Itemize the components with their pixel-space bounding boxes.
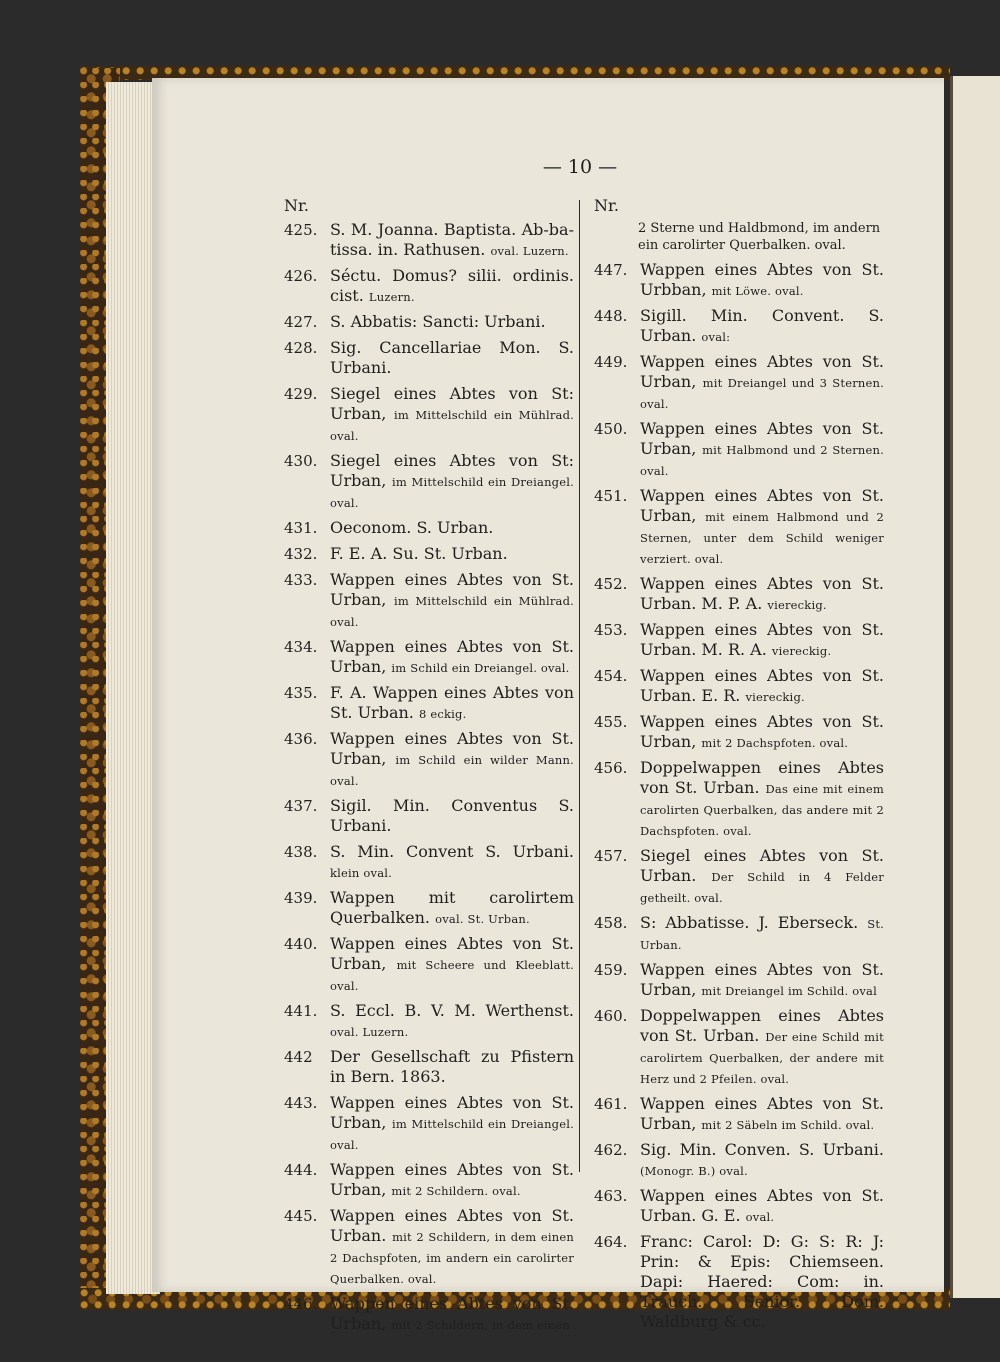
entry-description bbox=[640, 1186, 884, 1227]
entry-note: oval: bbox=[701, 330, 731, 344]
entry-number: 456. bbox=[594, 759, 628, 777]
entry-number: 454. bbox=[594, 667, 628, 685]
entry-note: klein oval. bbox=[330, 866, 393, 880]
catalog-entry bbox=[284, 1047, 574, 1088]
entry-note: im Schild ein Dreiangel. oval. bbox=[391, 661, 570, 675]
entry-number: 429. bbox=[284, 385, 318, 403]
catalog-entry bbox=[284, 518, 574, 539]
entry-number: 450. bbox=[594, 420, 628, 438]
entry-number: 426. bbox=[284, 267, 318, 285]
entry-text: Siegel eines Abtes von St: Urban, bbox=[330, 451, 574, 490]
entry-text: Wappen eines Abtes von St. Urban. G. E. bbox=[640, 1186, 884, 1225]
catalog-entry bbox=[284, 1160, 574, 1201]
entry-note: 8 eckig. bbox=[418, 707, 467, 721]
entry-description bbox=[640, 1232, 884, 1333]
entry-text: Séctu. Domus? silii. ordinis. cist. bbox=[330, 266, 574, 305]
entry-number: 455. bbox=[594, 713, 628, 731]
entry-text: Franc: Carol: D: G: S: R: J: Prin: & Epis: Chiemseen. Dapi: Haered: Com: in. Trauch. Senior. Dom. Waldburg & cc. bbox=[640, 1232, 884, 1331]
entry-note: (Monogr. B.) oval. bbox=[640, 1164, 748, 1178]
entry-text: Doppelwappen eines Abtes von St. Urban. bbox=[640, 758, 884, 797]
entry-description bbox=[330, 338, 574, 379]
entry-text: S: Abbatisse. J. Eberseck. bbox=[640, 913, 859, 932]
entry-number: 430. bbox=[284, 452, 318, 470]
entry-description bbox=[330, 934, 574, 996]
catalog-entry bbox=[284, 1206, 574, 1289]
entry-number: 425. bbox=[284, 221, 318, 239]
catalog-entry bbox=[594, 1186, 884, 1227]
entry-number: 427. bbox=[284, 313, 318, 331]
entry-description bbox=[330, 451, 574, 513]
entry-description bbox=[330, 266, 574, 307]
entry-note: im Mittelschild ein Mühlrad. oval. bbox=[330, 594, 574, 629]
facing-page-edge bbox=[950, 76, 1000, 1298]
entry-description bbox=[640, 574, 884, 615]
entry-text: Sigill. Min. Convent. S. Urban. bbox=[640, 306, 884, 345]
entry-description bbox=[330, 1206, 574, 1289]
catalog-entry bbox=[284, 266, 574, 307]
entry-text: Sigil. Min. Conventus S. Urbani. bbox=[330, 796, 574, 835]
entry-note: mit Halbmond und 2 Sternen. oval. bbox=[640, 443, 884, 478]
right-column bbox=[594, 196, 884, 1338]
entry-text: Sig. Cancellariae Mon. S. Urbani. bbox=[330, 338, 574, 377]
entry-note: St. Urban. bbox=[640, 917, 884, 952]
entry-description bbox=[640, 1094, 884, 1135]
catalog-entry bbox=[284, 796, 574, 837]
entry-number: 437. bbox=[284, 797, 318, 815]
entry-description bbox=[330, 842, 574, 883]
entry-text: Wappen eines Abtes von St. Urban, bbox=[640, 960, 884, 999]
entry-text: S. M. Joanna. Baptista. Ab-ba-tissa. in. Rathusen. bbox=[330, 220, 574, 259]
entry-text: Doppelwappen eines Abtes von St. Urban. bbox=[640, 1006, 884, 1045]
entry-note: mit 2 Schildern, in dem einen bbox=[391, 1318, 571, 1332]
entry-note: Der Schild in 4 Felder getheilt. oval. bbox=[640, 870, 884, 905]
entry-text: Der Gesellschaft zu Pfistern in Bern. 1863. bbox=[330, 1047, 574, 1086]
entry-description bbox=[640, 960, 884, 1001]
entry-description bbox=[640, 1140, 884, 1181]
entry-note: oval. St. Urban. bbox=[435, 912, 530, 926]
catalog-entry bbox=[284, 570, 574, 632]
entry-description bbox=[640, 913, 884, 955]
entry-description bbox=[640, 666, 884, 707]
entry-number: 464. bbox=[594, 1233, 628, 1251]
entry-description bbox=[330, 796, 574, 837]
entry-description bbox=[330, 1160, 574, 1201]
column-header: Nr. bbox=[594, 196, 619, 215]
entry-text: Wappen eines Abtes von St. Urban. M. P. A. bbox=[640, 574, 884, 613]
entry-text: S. Abbatis: Sancti: Urbani. bbox=[330, 312, 546, 331]
catalog-entry bbox=[594, 620, 884, 661]
entry-note: mit Löwe. oval. bbox=[711, 284, 804, 298]
catalog-entry bbox=[594, 352, 884, 414]
entry-note: mit 2 Schildern. oval. bbox=[391, 1184, 521, 1198]
entry-description bbox=[330, 518, 574, 539]
catalog-entry bbox=[284, 384, 574, 446]
entry-number: 451. bbox=[594, 487, 628, 505]
entry-number: 441. bbox=[284, 1002, 318, 1020]
catalog-entry bbox=[594, 1232, 884, 1333]
catalog-entry bbox=[594, 712, 884, 753]
entry-text: F. A. Wappen eines Abtes von St. Urban. bbox=[330, 683, 574, 722]
page-number: — 10 — bbox=[542, 156, 618, 178]
entry-number: 446. bbox=[284, 1295, 318, 1313]
entry-number: 432. bbox=[284, 545, 318, 563]
entry-description bbox=[640, 306, 884, 347]
entry-number: 438. bbox=[284, 843, 318, 861]
catalog-entry bbox=[594, 666, 884, 707]
entry-note: Das eine mit einem carolirten Querbalken, das andere mit 2 Dachspfoten. oval. bbox=[640, 782, 884, 838]
continuation-note: 2 Sterne und Haldbmond, im andern ein carolirter Querbalken. oval. bbox=[638, 221, 881, 253]
entry-note: mit 2 Säbeln im Schild. oval. bbox=[701, 1118, 875, 1132]
column-divider bbox=[579, 200, 580, 1172]
entry-number: 459. bbox=[594, 961, 628, 979]
entry-number: 436. bbox=[284, 730, 318, 748]
column-header: Nr. bbox=[284, 196, 309, 215]
entry-text: Wappen eines Abtes von St. Urban, bbox=[640, 486, 884, 525]
entry-note: oval. bbox=[745, 1210, 775, 1224]
catalog-entry bbox=[284, 312, 574, 333]
entry-description bbox=[330, 1294, 574, 1335]
catalog-entry bbox=[594, 1094, 884, 1135]
entry-text: Wappen eines Abtes von St. Urban, bbox=[330, 1160, 574, 1199]
entry-number: 461. bbox=[594, 1095, 628, 1113]
catalog-entry bbox=[594, 846, 884, 908]
entry-description bbox=[640, 1006, 884, 1089]
entry-number: 435. bbox=[284, 684, 318, 702]
entry-note: Der eine Schild mit carolirtem Querbalken, der andere mit Herz und 2 Pfeilen. oval. bbox=[640, 1030, 884, 1086]
entry-number: 453. bbox=[594, 621, 628, 639]
entry-text: Wappen eines Abtes von St. Urban, bbox=[640, 419, 884, 458]
entry-text: Wappen eines Abtes von St. Urban, bbox=[330, 729, 574, 768]
catalog-entry bbox=[594, 913, 884, 955]
entry-note: im Mittelschild ein Dreiangel. oval. bbox=[330, 1117, 574, 1152]
entry-note: mit 2 Dachspfoten. oval. bbox=[701, 736, 849, 750]
entry-note: mit 2 Schildern, in dem einen 2 Dachspfoten, im andern ein carolirter Querbalken. oval. bbox=[330, 1230, 574, 1286]
entry-note: mit Dreiangel im Schild. oval bbox=[701, 984, 877, 998]
entry-description bbox=[640, 712, 884, 753]
entry-text: Wappen eines Abtes von St. Urban, bbox=[640, 1094, 884, 1133]
entry-description bbox=[640, 620, 884, 661]
catalog-entry bbox=[284, 729, 574, 791]
entry-number: 460. bbox=[594, 1007, 628, 1025]
entry-description bbox=[640, 846, 884, 908]
catalog-entry bbox=[284, 1093, 574, 1155]
entry-number: 463. bbox=[594, 1187, 628, 1205]
entry-text: Wappen eines Abtes von St. Urban, bbox=[640, 352, 884, 391]
entry-description bbox=[330, 312, 574, 333]
catalog-entry bbox=[284, 544, 574, 565]
catalog-entry bbox=[594, 1140, 884, 1181]
entry-text: Oeconom. S. Urban. bbox=[330, 518, 494, 537]
entry-text: Wappen eines Abtes von St. Urban. bbox=[330, 1206, 574, 1245]
catalog-entry bbox=[284, 888, 574, 929]
catalog-entry bbox=[594, 758, 884, 841]
entry-text: Wappen eines Abtes von St. Urban, bbox=[330, 637, 574, 676]
catalog-entry bbox=[594, 960, 884, 1001]
catalog-entry bbox=[594, 574, 884, 615]
entry-number: 440. bbox=[284, 935, 318, 953]
entry-number: 449. bbox=[594, 353, 628, 371]
catalog-entry bbox=[284, 842, 574, 883]
entry-text: Wappen mit carolirtem Querbalken. bbox=[330, 888, 574, 927]
catalog-entry bbox=[284, 1001, 574, 1042]
catalog-entry bbox=[284, 451, 574, 513]
entry-note: im Mittelschild ein Mühlrad. oval. bbox=[330, 408, 574, 443]
entry-description bbox=[330, 384, 574, 446]
entry-number: 462. bbox=[594, 1141, 628, 1159]
entry-text: Sig. Min. Conven. S. Urbani. bbox=[640, 1140, 884, 1159]
catalog-entry bbox=[284, 220, 574, 261]
entry-number: 442 bbox=[284, 1048, 313, 1066]
entry-number: 443. bbox=[284, 1094, 318, 1112]
entry-note: viereckig. bbox=[771, 644, 832, 658]
entry-description bbox=[330, 220, 574, 261]
entry-note: oval. Luzern. bbox=[330, 1025, 409, 1039]
entry-text: Wappen eines Abtes von St. Urban. E. R. bbox=[640, 666, 884, 705]
entry-number: 447. bbox=[594, 261, 628, 279]
catalog-entry bbox=[594, 1006, 884, 1089]
entry-description bbox=[640, 352, 884, 414]
entry-number: 431. bbox=[284, 519, 318, 537]
entry-number: 444. bbox=[284, 1161, 318, 1179]
entry-text: Wappen eines Abtes von St. Urban, bbox=[640, 712, 884, 751]
entry-text: S. Eccl. B. V. M. Werthenst. bbox=[330, 1001, 574, 1020]
entry-description bbox=[330, 1001, 574, 1042]
entry-note: im Mittelschild ein Dreiangel. oval. bbox=[330, 475, 574, 510]
entry-number: 433. bbox=[284, 571, 318, 589]
entry-text: Siegel eines Abtes von St: Urban, bbox=[330, 384, 574, 423]
entry-description bbox=[330, 729, 574, 791]
entry-note: viereckig. bbox=[745, 690, 805, 704]
entry-number: 458. bbox=[594, 914, 628, 932]
entry-description bbox=[330, 888, 574, 929]
entry-text: Wappen eines Abtes von St. Urban, bbox=[330, 1093, 574, 1132]
entry-number: 428. bbox=[284, 339, 318, 357]
entry-description bbox=[330, 570, 574, 632]
entry-note: Luzern. bbox=[368, 290, 415, 304]
catalog-entry bbox=[594, 260, 884, 301]
entry-text: S. Min. Convent S. Urbani. bbox=[330, 842, 574, 861]
catalog-entry bbox=[594, 306, 884, 347]
catalog-entry bbox=[284, 1294, 574, 1335]
entry-note: oval. Luzern. bbox=[490, 244, 569, 258]
entry-description bbox=[640, 419, 884, 481]
entry-note: mit Dreiangel und 3 Sternen. oval. bbox=[640, 376, 884, 411]
entry-description bbox=[640, 260, 884, 301]
left-column bbox=[284, 196, 574, 1340]
entry-note: mit einem Halbmond und 2 Sternen, unter dem Schild weniger verziert. oval. bbox=[640, 510, 884, 566]
entry-description bbox=[330, 637, 574, 678]
catalog-entry bbox=[284, 637, 574, 678]
entry-note: mit Scheere und Kleeblatt. oval. bbox=[330, 958, 575, 993]
entry-note: viereckig. bbox=[767, 598, 827, 612]
catalog-entry bbox=[284, 934, 574, 996]
entry-text: F. E. A. Su. St. Urban. bbox=[330, 544, 508, 563]
entry-description bbox=[640, 486, 884, 569]
entry-description bbox=[330, 1047, 574, 1088]
entry-description bbox=[640, 758, 884, 841]
entry-text: Wappen eines Abtes von St. Urban, bbox=[330, 934, 574, 973]
catalog-entry bbox=[284, 338, 574, 379]
entry-description bbox=[330, 683, 574, 724]
entry-number: 457. bbox=[594, 847, 628, 865]
entry-text: Siegel eines Abtes von St. Urban. bbox=[640, 846, 884, 885]
entry-text: Wappen eines Abtes von St. Urban. M. R. A. bbox=[640, 620, 884, 659]
entry-number: 452. bbox=[594, 575, 628, 593]
entry-text: Wappen eines Abtes von St. Urban, bbox=[330, 1294, 574, 1333]
entry-description bbox=[330, 544, 574, 565]
catalog-entry bbox=[594, 486, 884, 569]
entry-number: 434. bbox=[284, 638, 318, 656]
entry-text: Wappen eines Abtes von St. Urban, bbox=[330, 570, 574, 609]
entry-number: 448. bbox=[594, 307, 628, 325]
entry-text: Wappen eines Abtes von St. Urbban, bbox=[640, 260, 884, 299]
entry-note: im Schild ein wilder Mann. oval. bbox=[330, 753, 575, 788]
catalog-entry bbox=[284, 683, 574, 724]
entry-description bbox=[330, 1093, 574, 1155]
entry-number: 439. bbox=[284, 889, 318, 907]
catalog-entry bbox=[594, 419, 884, 481]
entry-number: 445. bbox=[284, 1207, 318, 1225]
